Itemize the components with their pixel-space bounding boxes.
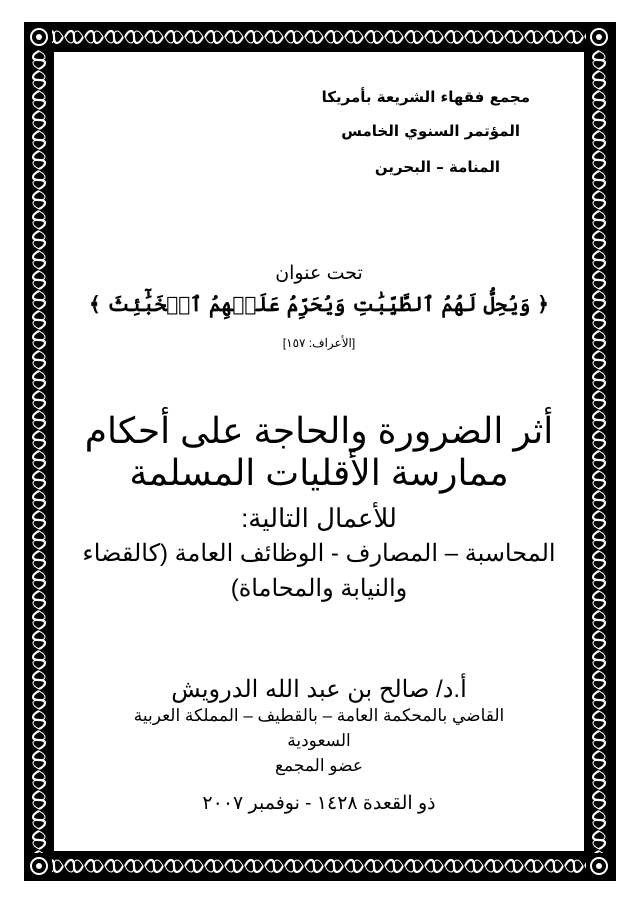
corner-ornament-icon: [586, 24, 612, 50]
author-name: أ.د/ صالح بن عبد الله الدرويش: [171, 676, 467, 703]
conference-location: المنامة – البحرين: [374, 158, 500, 176]
author-membership: عضو المجمع: [275, 756, 363, 775]
author-role-line2: السعودية: [287, 731, 351, 750]
main-title-line2: ممارسة الأقليات المسلمة: [129, 452, 509, 493]
quran-verse: ﴿ وَيُحِلُّ لَهُمُ ٱلطَّيِّبَٰتِ وَيُحَرِّمُ عَلَيۡهِمُ ٱلۡخَبَٰٓئِثَ ﴾: [88, 292, 550, 316]
organization-name: مجمع فقهاء الشريعة بأمريكا: [321, 88, 530, 106]
publication-date: ذو القعدة ١٤٢٨ - نوفمبر ٢٠٠٧: [202, 793, 436, 814]
title-intro: تحت عنوان: [275, 263, 363, 284]
border-top-ornament: [24, 24, 614, 50]
border-left-ornament: [26, 50, 52, 853]
main-title-line1: أثر الضرورة والحاجة على أحكام: [84, 410, 554, 451]
corner-ornament-icon: [26, 853, 52, 879]
verse-reference: [الأعراف: ١٥٧]: [282, 336, 356, 350]
border-bottom-ornament: [24, 853, 614, 879]
corner-ornament-icon: [586, 853, 612, 879]
corner-ornament-icon: [26, 24, 52, 50]
conference-name: المؤتمر السنوي الخامس: [341, 122, 520, 140]
works-line1: المحاسبة – المصارف - الوظائف العامة (كالقضاء: [82, 540, 556, 567]
works-line2: والنيابة والمحاماة): [230, 575, 408, 602]
works-heading: للأعمال التالية:: [241, 503, 397, 533]
border-right-ornament: [586, 50, 612, 853]
author-role-line1: القاضي بالمحكمة العامة – بالقطيف – المملكة العربية: [133, 706, 505, 725]
